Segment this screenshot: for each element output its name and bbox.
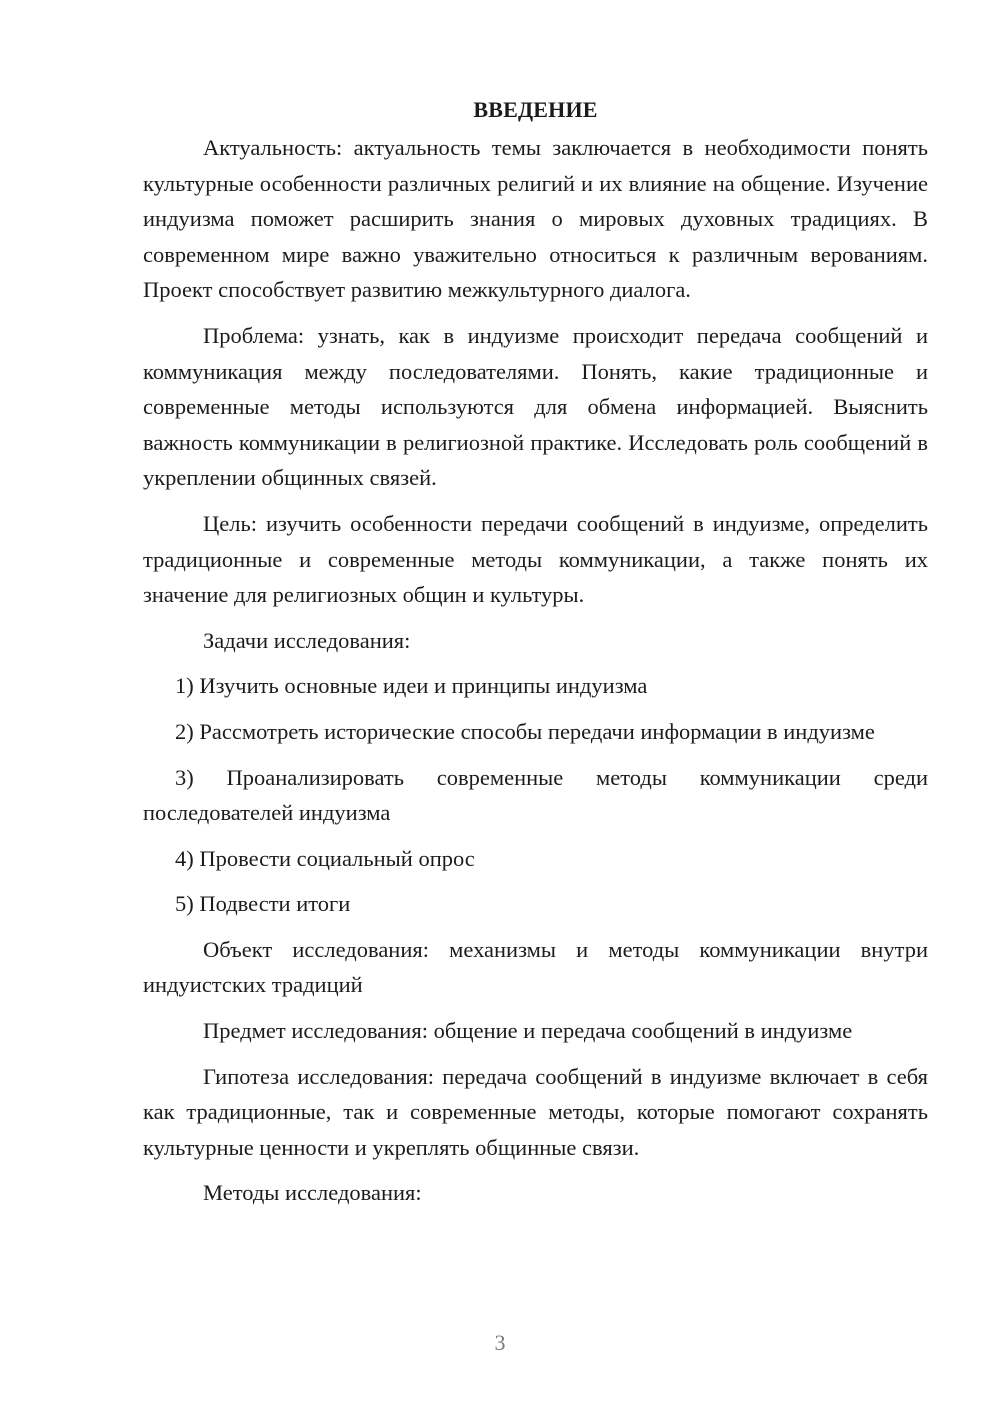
relevance-paragraph: Актуальность: актуальность темы заключается в необходимости понять культурные особенности различных религий и их влияние на общение. Изучение индуизма поможет расширить знания о мировых духовных традициях. В современном мире важно уважительно относиться к различным верованиям. Проект способствует развитию межкультурного диалога. bbox=[143, 135, 928, 303]
task-list-item: 4) Провести социальный опрос bbox=[175, 845, 475, 871]
methods-heading: Методы исследования: bbox=[203, 1180, 422, 1206]
hypothesis-paragraph: Гипотеза исследования: передача сообщений в индуизме включает в себя как традиционные, так и современные методы, которые помогают сохранять культурные ценности и укреплять общинные связи. bbox=[143, 1063, 928, 1160]
task-list-item: 2) Рассмотреть исторические способы передачи информации в индуизме bbox=[175, 718, 875, 744]
page-title: ВВЕДЕНИЕ bbox=[473, 97, 598, 122]
subject-paragraph: Предмет исследования: общение и передача сообщений в индуизме bbox=[203, 1018, 853, 1044]
task-list-item: 1) Изучить основные идеи и принципы индуизма bbox=[175, 673, 648, 699]
task-list-item: 5) Подвести итоги bbox=[175, 891, 351, 917]
problem-paragraph: Проблема: узнать, как в индуизме происходит передача сообщений и коммуникация между последователями. Понять, какие традиционные и современные методы используются для обмена информацией. Выяснить важность коммуникации в религиозной практике. Исследовать роль сообщений в укреплении общинных связей. bbox=[143, 322, 928, 491]
tasks-heading: Задачи исследования: bbox=[203, 627, 411, 653]
document-page bbox=[143, 92, 928, 1211]
goal-paragraph: Цель: изучить особенности передачи сообщений в индуизме, определить традиционные и современные методы коммуникации, а также понять их значение для религиозных общин и культуры. bbox=[143, 510, 928, 608]
task-list-item: 3) Проанализировать современные методы коммуникации среди последователей индуизма bbox=[143, 764, 928, 826]
page-number: 3 bbox=[494, 1330, 506, 1355]
object-paragraph: Объект исследования: механизмы и методы коммуникации внутри индуистских традиций bbox=[143, 936, 928, 998]
